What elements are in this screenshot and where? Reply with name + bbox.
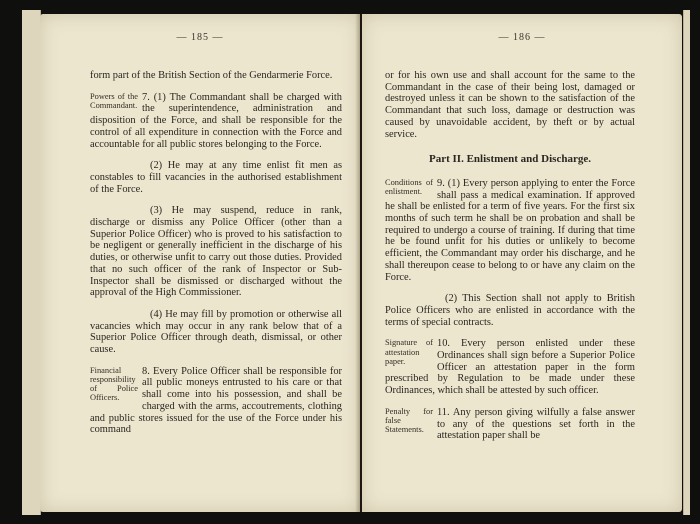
paragraph: (3) He may suspend, reduce in rank, discharge or dismiss any Police Officer (other than a Superior Police Officer) who is proved to his satisfaction to be negligent or generally inefficient in the discharge of his duties, or otherwise unfit to carry out those duties. Provided that no such officer of the rank of Inspector or Sub-Inspector shall be dismissed or discharged without the approval of the High Commissioner. (90, 205, 342, 299)
margin-note: Powers of the Commandant. (90, 91, 138, 110)
margin-note: Financial responsibility of Police Officers. (90, 365, 138, 403)
paragraph: (4) He may fill by promotion or otherwise all vacancies which may occur in any rank below that of a Superior Police Officer through death, dismissal, or other cause. (90, 308, 342, 356)
margin-note: Conditions of enlistment. (385, 177, 433, 197)
section-7 (90, 92, 342, 151)
paragraph: or for his own use and shall account for the same to the Commandant in the case of their being lost, damaged or destroyed unless it can be shown to the satisfaction of the Commandant that such loss, damage or destruction was caused by unavoidable accident, by theft or by actual service. (385, 70, 635, 140)
part-heading: Part II. Enlistment and Discharge. (429, 153, 591, 166)
margin-note: Penalty for false Statements. (385, 406, 433, 435)
paragraph: (2) This Section shall not apply to British Police Officers who are enlisted in accordance with the terms of special contracts. (385, 293, 635, 328)
page-number: — 185 — (176, 32, 224, 43)
left-page-text (90, 70, 342, 446)
paragraph: 7. (1) The Commandant shall be charged with the superintendence, administration and disposition of the Force, and shall be responsible for the control of all expenditure in connection with the Force and accountable for all public stores belonging to the Force. (90, 91, 342, 150)
paragraph: 8. Every Police Officer shall be responsible for all public moneys entrusted to his care or that shall come into his possession, and shall be charged with the arms, accoutrements, clothing and public stores issued for the use of the Force under his command (90, 365, 342, 436)
right-page (362, 14, 682, 512)
section-10 (385, 338, 635, 397)
margin-note: Signature of attestation paper. (385, 338, 433, 366)
section-8 (90, 366, 342, 436)
paragraph: form part of the British Section of the Gendarmerie Force. (90, 70, 333, 81)
left-page (40, 14, 360, 512)
page-number: — 186 — (498, 32, 546, 43)
paragraph: 11. Any person giving wilfully a false answer to any of the questions set forth in the attestation paper shall be (437, 406, 635, 442)
page-edge (683, 10, 690, 515)
section-11 (385, 407, 635, 442)
paragraph: 9. (1) Every person applying to enter the Force shall pass a medical examination. If approved he shall be enlisted for a term of five years. For the first six months of such term he shall be on probation and shall be required to undergo a course of training. If during that time he be found unfit for his duties or unlikely to become efficient, the Commandant may order his discharge, and he shall thereupon cease to belong to or have any claim on the Force. (385, 177, 635, 283)
right-page-text (385, 70, 635, 452)
paragraph: 10. Every person enlisted under these Ordinances shall sign before a Superior Police Officer an attestation paper in the form prescribed by Regulation to be made under these Ordinances, which shall be attested by such officer. (385, 338, 635, 397)
section-9 (385, 178, 635, 283)
paragraph: (2) He may at any time enlist fit men as constables to fill vacancies in the authorised establishment of the Force. (90, 160, 342, 195)
